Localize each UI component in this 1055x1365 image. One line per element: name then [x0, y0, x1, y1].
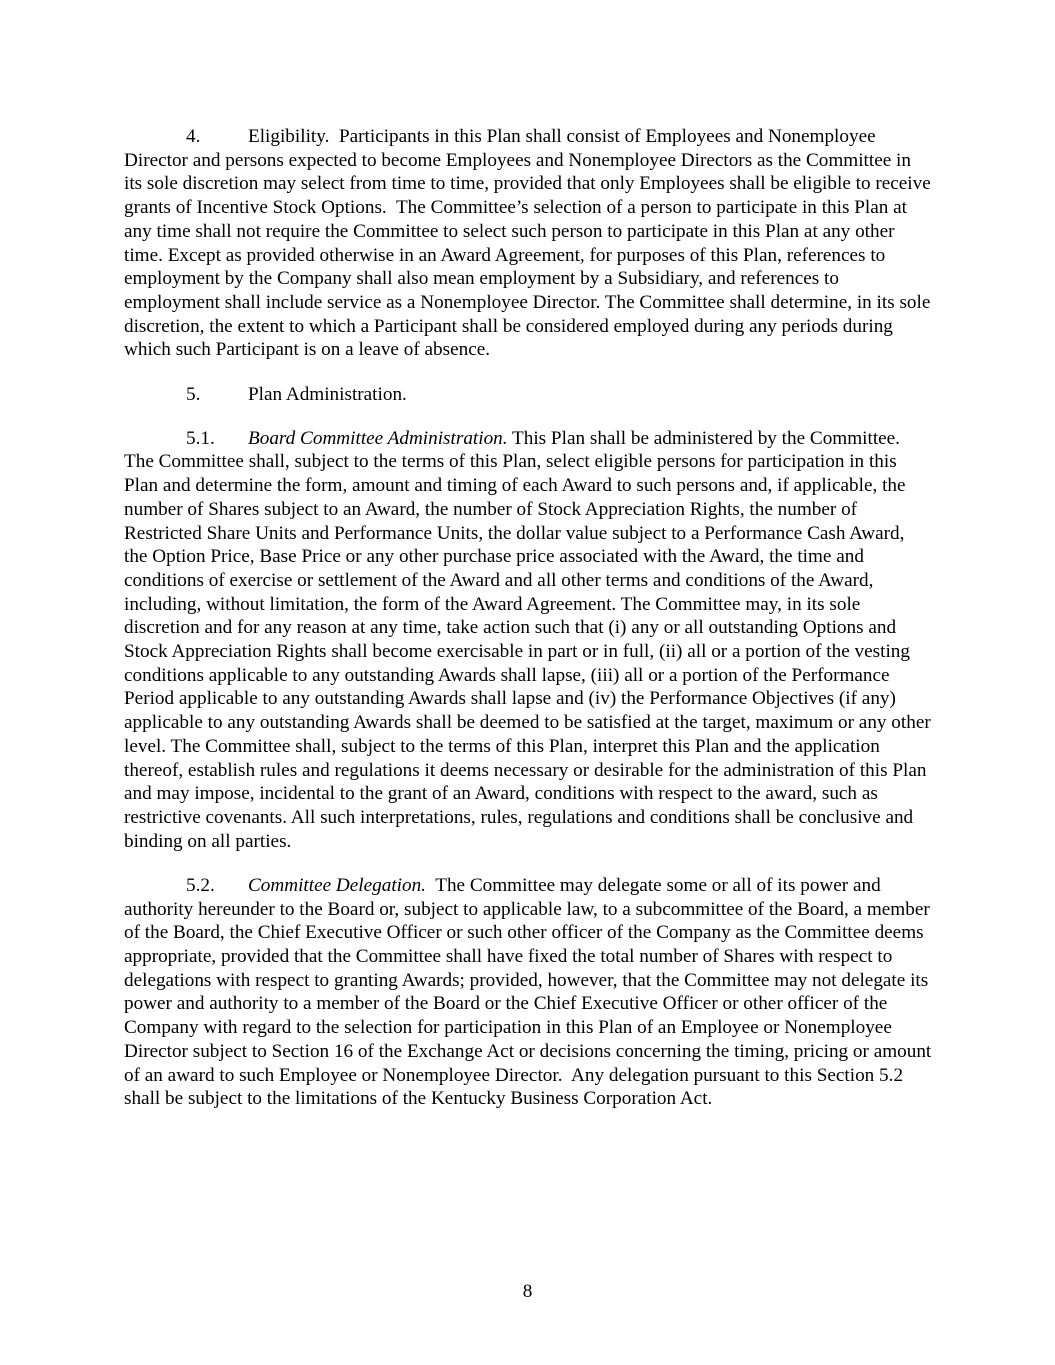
- document-body: [124, 125, 937, 1131]
- section-5-2-committee-delegation: [124, 874, 937, 1111]
- page-number: 8: [522, 1281, 533, 1302]
- section-text: This Plan shall be administered by the Committee. The Committee shall, subject to the terms of this Plan, select eligible persons for participation in this Plan and determine the form, amount and timing of each Award to such persons and, if applicable, the number of Shares subject to an Award, the number of Stock Appreciation Rights, the number of Restricted Share Units and Performance Units, the dollar value subject to a Performance Cash Award, the Option Price, Base Price or any other purchase price associated with the Award, the time and conditions of exercise or settlement of the Award and all other terms and conditions of the Award, including, without limitation, the form of the Award Agreement. The Committee may, in its sole discretion and for any reason at any time, take action such that (i) any or all outstanding Options and Stock Appreciation Rights shall become exercisable in part or in full, (ii) all or a portion of the vesting conditions applicable to any outstanding Awards shall lapse, (iii) all or a portion of the Performance Period applicable to any outstanding Awards shall lapse and (iv) the Performance Objectives (if any) applicable to any outstanding Awards shall be deemed to be satisfied at the target, maximum or any other level. The Committee shall, subject to the terms of this Plan, interpret this Plan and the application thereof, establish rules and regulations it deems necessary or desirable for the administration of this Plan and may impose, incidental to the grant of an Award, conditions with respect to the award, such as restrictive covenants. All such interpretations, rules, regulations and conditions shall be conclusive and binding on all parties.: [124, 427, 936, 852]
- section-heading: Eligibility.: [248, 126, 330, 147]
- section-heading: Board Committee Administration.: [248, 427, 508, 449]
- section-number: 5.1.: [186, 427, 215, 449]
- section-heading: Committee Delegation.: [248, 874, 426, 896]
- section-heading: Plan Administration.: [248, 383, 407, 405]
- section-number: 4.: [186, 126, 201, 147]
- section-text: The Committee may delegate some or all of its power and authority hereunder to the Board or, subject to applicable law, to a subcommittee of the Board, a member of the Board, the Chief Executive Officer or such other officer of the Company as the Committee deems appropriate, provided that the Committee shall have fixed the total number of Shares with respect to delegations with respect to granting Awards; provided, however, that the Committee may not delegate its power and authority to a member of the Board or the Chief Executive Officer or other officer of the Company with regard to the selection for participation in this Plan of an Employee or Nonemployee Director subject to Section 16 of the Exchange Act or decisions concerning the timing, pricing or amount of an award to such Employee or Nonemployee Director. Any delegation pursuant to this Section 5.2 shall be subject to the limitations of the Kentucky Business Corporation Act.: [124, 874, 937, 1110]
- section-5-plan-administration: [124, 383, 932, 407]
- section-5-1-board-committee-administration: [124, 427, 936, 854]
- section-number: 5.2.: [186, 874, 215, 896]
- section-text: Participants in this Plan shall consist of Employees and Nonemployee Director and persons expected to become Employees and Nonemployee Directors as the Committee in its sole discretion may select from time to time, provided that only Employees shall be eligible to receive grants of Incentive Stock Options. The Committee’s selection of a person to participate in this Plan at any time shall not require the Committee to select such person to participate in this Plan at any other time. Except as provided otherwise in an Award Agreement, for purposes of this Plan, references to employment by the Company shall also mean employment by a Subsidiary, and references to employment shall include service as a Nonemployee Director. The Committee shall determine, in its sole discretion, the extent to which a Participant shall be considered employed during any periods during which such Participant is on a leave of absence.: [124, 126, 936, 361]
- section-number: 5.: [186, 383, 201, 405]
- section-4-eligibility: [124, 125, 936, 362]
